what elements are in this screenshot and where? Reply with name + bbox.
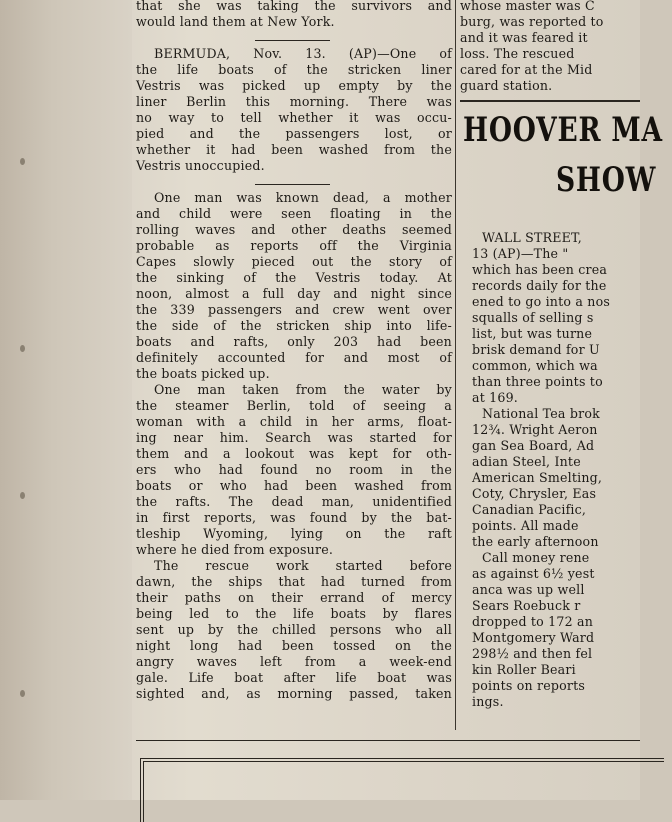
text-line: and it was feared it [460, 30, 588, 45]
text-line: definitely accounted for and most of [136, 350, 452, 365]
text-line: points on reports [472, 678, 586, 693]
paragraph [136, 558, 452, 702]
text-line: brisk demand for U [472, 342, 600, 357]
text-line: squalls of selling s [472, 310, 594, 325]
section-rule [255, 40, 330, 41]
text-line: which has been crea [472, 262, 608, 277]
text-line: list, but was turne [472, 326, 593, 341]
text-line: pied and the passengers lost, or [136, 126, 452, 141]
headline: SHOW [556, 160, 657, 200]
text-line: the early afternoon [472, 534, 599, 549]
text-line: where he died from exposure. [136, 542, 334, 557]
text-line: whether it had been washed from the [136, 142, 452, 157]
text-line: Vestris was picked up empty by the [136, 78, 452, 93]
text-line: loss. The rescued [460, 46, 575, 61]
page-margin [0, 0, 132, 800]
text-line: the sinking of the Vestris today. At [136, 270, 452, 285]
text-line: than three points to [472, 374, 603, 389]
text-line: Capes slowly pieced out the story of [136, 254, 452, 269]
column-divider [455, 0, 456, 730]
text-line: them and a lookout was kept for oth- [136, 446, 452, 461]
text-line: Coty, Chrysler, Eas [472, 486, 597, 501]
text-line: and child were seen floating in the [136, 206, 452, 221]
text-line: records daily for the [472, 278, 607, 293]
text-line: probable as reports off the Virginia [136, 238, 452, 253]
text-line: the life boats of the stricken liner [136, 62, 452, 77]
text-line: boats or who had been washed from [136, 478, 452, 493]
text-line: anca was up well [472, 582, 585, 597]
text-line: One man was known dead, a mother [154, 190, 452, 205]
text-line: 298½ and then fel [472, 646, 593, 661]
text-line: The rescue work started before [154, 558, 452, 573]
text-line: their paths on their errand of mercy [136, 590, 452, 605]
text-line: ing near him. Search was started for [136, 430, 452, 445]
right-story [472, 230, 672, 710]
text-line: ened to go into a nos [472, 294, 611, 309]
text-line: WALL STREET, [482, 230, 582, 245]
binding-hole [20, 690, 25, 697]
text-line: boats and rafts, only 203 had been [136, 334, 452, 349]
text-line: whose master was C [460, 0, 595, 13]
text-line: cared for at the Mid [460, 62, 593, 77]
text-line: at 169. [472, 390, 519, 405]
text-line: American Smelting, [472, 470, 603, 485]
text-line: ings. [472, 694, 504, 709]
text-line: the side of the stricken ship into life- [136, 318, 452, 333]
text-line: the rafts. The dead man, unidentified [136, 494, 452, 509]
text-line: Vestris unoccupied. [136, 158, 265, 173]
headline: HOOVER MA [463, 110, 663, 150]
text-line: common, which wa [472, 358, 598, 373]
text-line: in first reports, was found by the bat- [136, 510, 452, 525]
binding-hole [20, 158, 25, 165]
text-line: guard station. [460, 78, 553, 93]
text-line: dawn, the ships that had turned from [136, 574, 452, 589]
text-line: 13 (AP)—The " [472, 246, 569, 261]
text-line: the steamer Berlin, told of seeing a [136, 398, 452, 413]
text-line: gale. Life boat after life boat was [136, 670, 452, 685]
text-line: rolling waves and other deaths seemed [136, 222, 452, 237]
text-line: the boats picked up. [136, 366, 270, 381]
bottom-border-box [140, 758, 664, 822]
dateline-paragraph [136, 46, 452, 174]
text-line: night long had been tossed on the [136, 638, 452, 653]
text-line: as against 6½ yest [472, 566, 595, 581]
section-rule [255, 184, 330, 185]
binding-hole [20, 345, 25, 352]
text-line: adian Steel, Inte [472, 454, 581, 469]
text-line: would land them at New York. [136, 14, 335, 29]
text-line: 12¾. Wright Aeron [472, 422, 598, 437]
text-line: burg, was reported to [460, 14, 604, 29]
left-column [136, 0, 452, 702]
text-line: Sears Roebuck r [472, 598, 581, 613]
paragraph [136, 190, 452, 382]
section-rule [136, 740, 640, 741]
text-line: sighted and, as morning passed, taken [136, 686, 452, 701]
text-line: sent up by the chilled persons who all [136, 622, 452, 637]
text-line: dropped to 172 an [472, 614, 594, 629]
paragraph [136, 382, 452, 558]
text-line: kin Roller Beari [472, 662, 576, 677]
text-line: no way to tell whether it was occu- [136, 110, 452, 125]
text-line: BERMUDA, Nov. 13. (AP)—One of [154, 46, 452, 61]
text-line: woman with a child in her arms, float- [136, 414, 452, 429]
text-line: gan Sea Board, Ad [472, 438, 595, 453]
text-line: noon, almost a full day and night since [136, 286, 452, 301]
text-line: Call money rene [482, 550, 590, 565]
text-line: being led to the life boats by flares [136, 606, 452, 621]
text-line: ers who had found no room in the [136, 462, 452, 477]
text-line: points. All made [472, 518, 579, 533]
text-line: liner Berlin this morning. There was [136, 94, 452, 109]
section-rule [460, 100, 640, 102]
right-column [460, 0, 660, 94]
text-line: angry waves left from a week-end [136, 654, 452, 669]
text-line: One man taken from the water by [154, 382, 452, 397]
binding-hole [20, 492, 25, 499]
text-line: the 339 passengers and crew went over [136, 302, 452, 317]
text-line: tleship Wyoming, lying on the raft [136, 526, 452, 541]
text-line: National Tea brok [482, 406, 600, 421]
text-line: that she was taking the survivors and [136, 0, 452, 13]
text-line: Montgomery Ward [472, 630, 595, 645]
text-line: Canadian Pacific, [472, 502, 587, 517]
